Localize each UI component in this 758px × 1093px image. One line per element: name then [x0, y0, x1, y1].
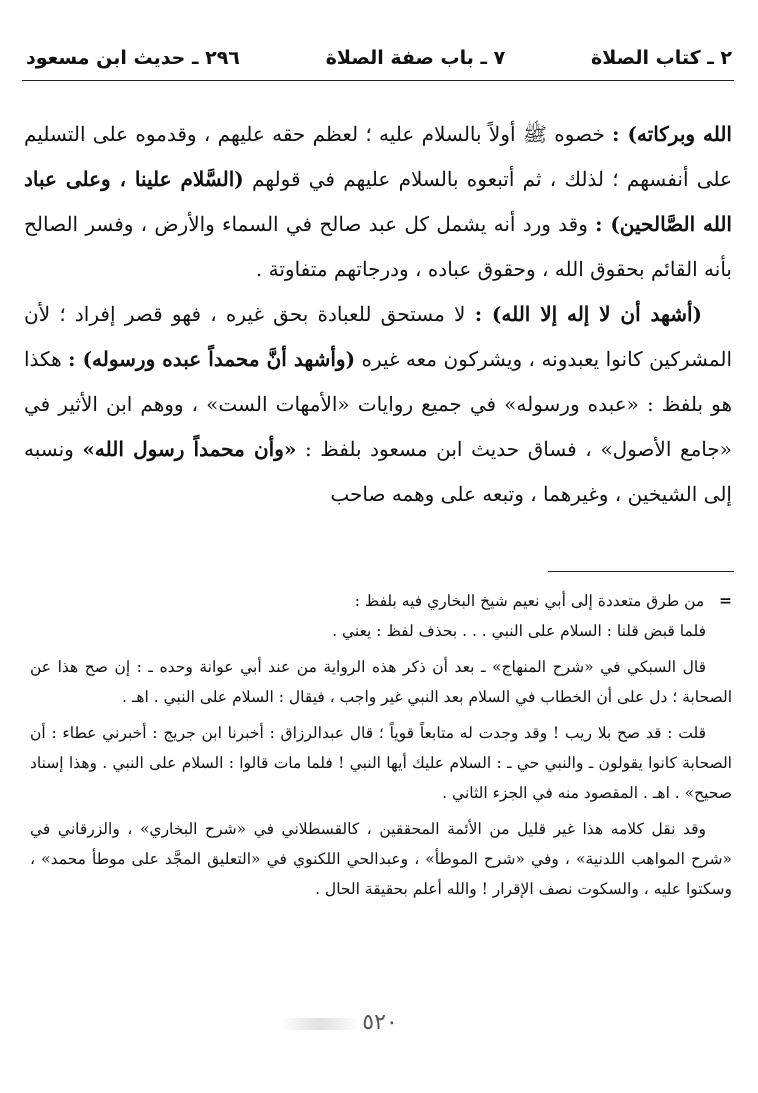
- footnote-paragraph: قال السبكي في «شرح المنهاج» ـ بعد أن ذكر هذه الرواية من عند أبي عوانة وحده ـ : إن صح هذا عن الصحابة ؛ دل على أن الخطاب في السلام بعد النبي غير واجب ، فيقال : السلام على النبي . اهـ .: [30, 658, 732, 706]
- commentary-text: ونسبه إلى الشيخين ، وغيرهما ، وتبعه على وهمه صاحب: [24, 437, 732, 506]
- footnote-paragraph: وقد نقل كلامه هذا غير قليل من الأئمة المحققين ، كالقسطلاني في «شرح البخاري» ، والزرقاني في «شرح المواهب اللدنية» ، وفي «شرح الموطأ» ، وعبدالحي اللكنوي في «التعليق المجَّد على موطأ محمد» ، وسكتوا عليه ، والسكوت نصف الإقرار ! والله أعلم بحقيقة الحال .: [30, 820, 732, 898]
- footnotes: [30, 586, 732, 904]
- quoted-phrase: (السَّلام علينا ، وعلى عباد الله الصَّالحين) :: [24, 167, 732, 236]
- footnote-line: فلما قبض قلنا : السلام على النبي . . . بحذف لفظ : يعني .: [332, 622, 706, 640]
- running-header: [26, 40, 732, 76]
- header-section: ٧ ـ باب صفة الصلاة: [325, 47, 506, 69]
- main-paragraph: [24, 292, 732, 517]
- quoted-phrase: (وأشهد أنَّ محمداً عبده ورسوله) :: [68, 347, 356, 371]
- main-text: [24, 112, 732, 517]
- footnote-paragraph: قلت : قد صح بلا ريب ! وقد وجدت له متابعاً قوياً ؛ قال عبدالرزاق : أخبرنا ابن جريج : أخبرني عطاء : أن الصحابة كانوا يقولون ـ والنبي حي ـ : السلام عليك أيها النبي ! فلما مات قالوا : السلام على النبي . وهذا إسناد صحيح» . اهـ . المقصود منه في الجزء الثاني .: [30, 724, 732, 802]
- footnote-divider: [548, 571, 734, 572]
- main-paragraph: [24, 112, 732, 292]
- header-chapter: ٢ ـ كتاب الصلاة: [591, 47, 732, 69]
- header-divider: [22, 80, 734, 81]
- footnote-line: = من طرق متعددة إلى أبي نعيم شيخ البخاري فيه بلفظ :: [354, 591, 732, 610]
- commentary-text: وقد ورد أنه يشمل كل عبد صالح في السماء والأرض ، وفسر الصالح بأنه القائم بحقوق الله ، وحقوق عباده ، ودرجاتهم متفاوتة .: [24, 212, 732, 281]
- continuation-mark: =: [719, 591, 732, 610]
- quoted-phrase: (أشهد أن لا إله إلا الله) :: [474, 302, 702, 326]
- commentary-text: هكذا هو بلفظ : «عبده ورسوله» في جميع روايات «الأمهات الست» ، ووهم ابن الأثير في «جامع الأصول» ، فساق حديث ابن مسعود بلفظ :: [24, 347, 732, 461]
- page-number: ٥٢٠: [362, 1010, 398, 1035]
- quoted-phrase: الله وبركاته) :: [612, 122, 732, 146]
- commentary-text: خصوه ﷺ أولاً بالسلام عليه ؛ لعظم حقه عليهم ، وقدموه على التسليم على أنفسهم ؛ لذلك ، ثم أتبعوه بالسلام عليهم في قولهم: [24, 122, 732, 191]
- commentary-text: لا مستحق للعبادة بحق غيره ، فهو قصر إفراد ؛ لأن المشركين كانوا يعبدونه ، ويشركون معه غيره: [24, 302, 732, 371]
- header-hadith: ٢٩٦ ـ حديث ابن مسعود: [26, 47, 240, 69]
- quoted-phrase: «وأن محمداً رسول الله»: [82, 437, 297, 461]
